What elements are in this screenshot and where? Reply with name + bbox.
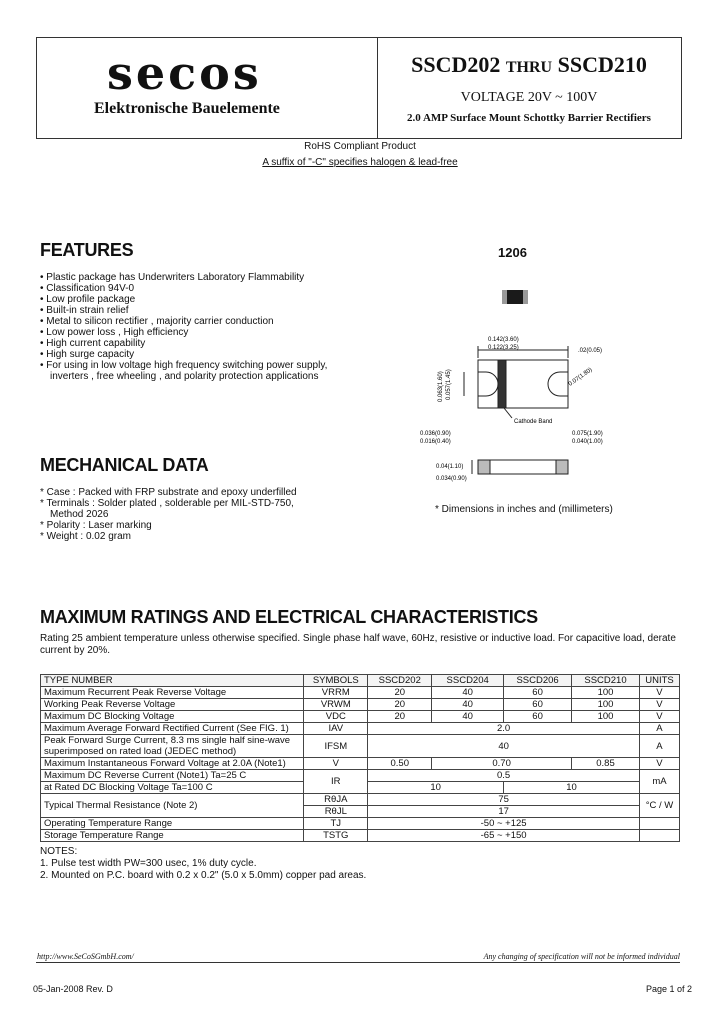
table-cell: -50 ~ +125 (368, 818, 640, 830)
footer-notice: Any changing of specification will not be informed individual (483, 952, 680, 961)
list-item: • Low profile package (40, 294, 136, 305)
table-cell: 0.70 (432, 758, 572, 770)
voltage-range: VOLTAGE 20V ~ 100V (460, 90, 598, 105)
table-row (41, 735, 680, 758)
dim-f2: 0.040(1.00) (572, 439, 603, 445)
table-cell: V (304, 758, 368, 770)
header-cell: SSCD204 (432, 675, 504, 687)
footer-url[interactable]: http://www.SeCoSGmbH.com/ (37, 952, 134, 961)
part-to: SSCD210 (557, 52, 647, 77)
chip-photo (502, 290, 528, 304)
revision-date: 05-Jan-2008 Rev. D (33, 984, 113, 994)
rohs-line: RoHS Compliant Product (304, 141, 416, 152)
table-cell: 10 (368, 782, 504, 794)
table-cell: TJ (304, 818, 368, 830)
header-cell: UNITS (639, 675, 679, 687)
list-item: • Low power loss , High efficiency (40, 327, 189, 338)
note-1: 1. Pulse test width PW=300 usec, 1% duty cycle. (40, 858, 257, 869)
features-title: FEATURES (40, 240, 134, 260)
table-cell: IR (304, 770, 368, 794)
table-cell: A (639, 723, 679, 735)
list-item: • For using in low voltage high frequency switching power supply, inverters , free wheeling , and polarity protection applications (40, 360, 328, 382)
dim-c: 0.07(1.80) (567, 367, 594, 388)
table-cell: VRRM (304, 687, 368, 699)
list-item: • Metal to silicon rectifier , majority carrier conduction (40, 316, 274, 327)
list-item: * Polarity : Laser marking (40, 520, 152, 531)
table-cell: at Rated DC Blocking Voltage Ta=100 C (41, 782, 304, 794)
table-cell: mA (639, 770, 679, 794)
dim-g2: 0.034(0.90) (436, 476, 467, 482)
dim-e2: 0.016(0.40) (420, 439, 451, 445)
table-cell: V (639, 699, 679, 711)
dim-d1: 0.063(1.60) (438, 371, 444, 402)
header-cell: TYPE NUMBER (41, 675, 304, 687)
table-cell: Typical Thermal Resistance (Note 2) (41, 794, 304, 818)
table-cell: 40 (432, 711, 504, 723)
list-item: * Terminals : Solder plated , solderable per MIL-STD-750, Method 2026 (40, 498, 294, 520)
mechanical-title: MECHANICAL DATA (40, 455, 209, 475)
table-row (41, 794, 680, 806)
side-view (472, 460, 568, 474)
dim-b: .02(0.05) (578, 348, 603, 354)
list-item: * Case : Packed with FRP substrate and epoxy underfilled (40, 487, 297, 498)
table-cell: 20 (368, 699, 432, 711)
list-item: • High current capability (40, 338, 146, 349)
table-cell: 0.50 (368, 758, 432, 770)
part-from: SSCD202 (411, 52, 501, 77)
table-cell: RθJA (304, 794, 368, 806)
list-item: • Plastic package has Underwriters Laboratory Flammability (40, 272, 305, 283)
header-cell: SSCD210 (572, 675, 640, 687)
table-cell: TSTG (304, 830, 368, 842)
note-2: 2. Mounted on P.C. board with 0.2 x 0.2" (5.0 x 5.0mm) copper pad areas. (40, 870, 367, 881)
table-cell: 100 (572, 699, 640, 711)
product-description: 2.0 AMP Surface Mount Schottky Barrier Rectifiers (407, 112, 651, 124)
dim-a1: 0.142(3.60) (488, 337, 519, 343)
table-cell: 40 (432, 699, 504, 711)
table-cell: V (639, 687, 679, 699)
table-cell: Working Peak Reverse Voltage (41, 699, 304, 711)
table-cell: V (639, 758, 679, 770)
table-cell: VRWM (304, 699, 368, 711)
mechanical-list (40, 487, 310, 542)
table-row (41, 711, 680, 723)
table-cell: 17 (368, 806, 640, 818)
table-cell (639, 830, 679, 842)
table-cell: IFSM (304, 735, 368, 758)
table-cell: 60 (504, 699, 572, 711)
list-item: • Classification 94V-0 (40, 283, 135, 294)
table-row (41, 699, 680, 711)
table-cell (639, 818, 679, 830)
company-logo: secos (107, 46, 262, 100)
table-cell: 100 (572, 687, 640, 699)
features-list (40, 272, 340, 382)
table-row (41, 770, 680, 782)
table-cell: 2.0 (368, 723, 640, 735)
table-cell: V (639, 711, 679, 723)
package-name: 1206 (498, 245, 527, 260)
dim-g1: 0.04(1.10) (436, 464, 464, 470)
table-cell: Operating Temperature Range (41, 818, 304, 830)
table-cell: 20 (368, 687, 432, 699)
ratings-intro: Rating 25 ambient temperature unless otherwise specified. Single phase half wave, 60Hz, resistive or inductive load. For capacitive load, derate current by 20%. (40, 633, 676, 656)
table-cell: 40 (368, 735, 640, 758)
part-thru: THRU (505, 59, 553, 76)
table-cell: Maximum DC Blocking Voltage (41, 711, 304, 723)
dim-e1: 0.036(0.90) (420, 431, 451, 437)
notes (40, 846, 366, 882)
table-cell: 0.85 (572, 758, 640, 770)
ratings-table (40, 674, 680, 842)
table-cell: °C / W (639, 794, 679, 818)
table-header-row (41, 675, 680, 687)
halogen-free-line: A suffix of "-C" specifies halogen & lead-free (262, 157, 458, 168)
list-item: • Built-in strain relief (40, 305, 129, 316)
header-cell: SSCD202 (368, 675, 432, 687)
table-cell: VDC (304, 711, 368, 723)
table-cell: Maximum Recurrent Peak Reverse Voltage (41, 687, 304, 699)
notes-title: NOTES: (40, 846, 78, 857)
list-item: • High surge capacity (40, 349, 135, 360)
top-view (464, 346, 568, 418)
table-row (41, 818, 680, 830)
dim-a2: 0.122(3.25) (488, 345, 519, 351)
cathode-label: Cathode Band (514, 419, 553, 425)
table-cell: 10 (504, 782, 640, 794)
table-cell: 60 (504, 687, 572, 699)
table-row (41, 758, 680, 770)
table-cell: Maximum Average Forward Rectified Current (See FIG. 1) (41, 723, 304, 735)
footer-divider (36, 962, 680, 963)
table-cell: RθJL (304, 806, 368, 818)
table-cell: -65 ~ +150 (368, 830, 640, 842)
table-row (41, 723, 680, 735)
dim-d2: 0.057(1.45) (446, 369, 452, 400)
table-row (41, 687, 680, 699)
list-item: * Weight : 0.02 gram (40, 531, 131, 542)
table-cell: 20 (368, 711, 432, 723)
header-box (36, 37, 682, 139)
table-cell: IAV (304, 723, 368, 735)
table-cell: 40 (432, 687, 504, 699)
table-cell: Peak Forward Surge Current, 8.3 ms single half sine-wave superimposed on rated load (JEDEC method) (41, 735, 304, 758)
table-cell: 0.5 (368, 770, 640, 782)
table-cell: Maximum DC Reverse Current (Note1) Ta=25 C (41, 770, 304, 782)
ratings-title: MAXIMUM RATINGS AND ELECTRICAL CHARACTERISTICS (40, 607, 538, 627)
table-cell: 100 (572, 711, 640, 723)
dim-f1: 0.075(1.90) (572, 431, 603, 437)
table-cell: 60 (504, 711, 572, 723)
table-cell: A (639, 735, 679, 758)
package-drawing (420, 268, 620, 498)
table-row (41, 830, 680, 842)
header-cell: SYMBOLS (304, 675, 368, 687)
dimension-note: * Dimensions in inches and (millimeters) (435, 504, 613, 515)
table-cell: 75 (368, 794, 640, 806)
table-cell: Storage Temperature Range (41, 830, 304, 842)
page-number: Page 1 of 2 (645, 984, 692, 994)
table-cell: Maximum Instantaneous Forward Voltage at 2.0A (Note1) (41, 758, 304, 770)
header-cell: SSCD206 (504, 675, 572, 687)
company-subtitle: Elektronische Bauelemente (94, 100, 280, 117)
part-title (377, 52, 681, 78)
